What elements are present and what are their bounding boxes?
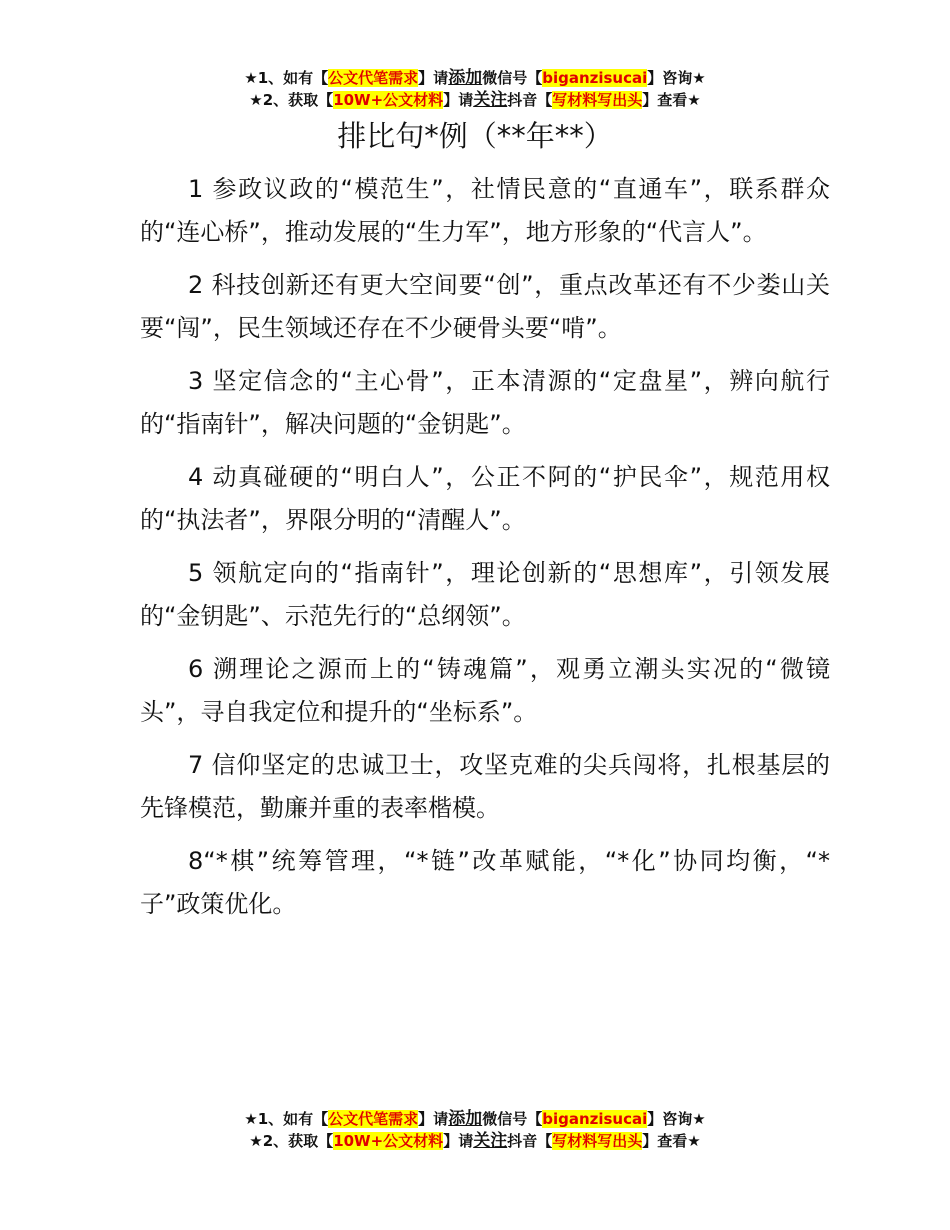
paragraph-1: 1 参政议政的“模范生”，社情民意的“直通车”，联系群众的“连心桥”，推动发展的“生力军”，地方形象的“代言人”。 (140, 175, 830, 246)
banner-text: 】请 (418, 69, 449, 87)
underlined-word: 添加 (448, 68, 483, 88)
paragraph-3: 3 坚定信念的“主心骨”，正本清源的“定盘星”，辨向航行的“指南针”，解决问题的“金钥匙”。 (140, 367, 830, 438)
paragraph-4: 4 动真碰硬的“明白人”，公正不阿的“护民伞”，规范用权的“执法者”，界限分明的“清醒人”。 (140, 463, 830, 534)
banner-text: 】请 (443, 91, 474, 109)
underlined-word: 添加 (448, 1109, 483, 1129)
paragraph-7: 7 信仰坚定的忠诚卫士，攻坚克难的尖兵闯将，扎根基层的先锋模范，勤廉并重的表率楷模。 (140, 751, 830, 822)
highlight-wechat-id: biganzisucai (542, 1110, 648, 1128)
paragraph-6: 6 溯理论之源而上的“铸魂篇”，观勇立潮头实况的“微镜头”，寻自我定位和提升的“坐标系”。 (140, 655, 830, 726)
highlight-service: 公文代笔需求 (328, 69, 419, 87)
document-body (140, 168, 830, 936)
banner-text: 】查看★ (642, 91, 701, 109)
banner-text: ★1、如有【 (244, 1110, 329, 1128)
highlight-materials: 10W+公文材料 (333, 1132, 444, 1150)
banner-line-1 (0, 1108, 950, 1130)
banner-line-2 (0, 1130, 950, 1152)
banner-text: ★1、如有【 (244, 69, 329, 87)
paragraph-2: 2 科技创新还有更大空间要“创”，重点改革还有不少娄山关要“闯”，民生领域还存在不少硬骨头要“啃”。 (140, 271, 830, 342)
highlight-wechat-id: biganzisucai (542, 69, 648, 87)
banner-text: 】咨询★ (647, 1110, 706, 1128)
paragraph-8: 8“*棋”统筹管理，“*链”改革赋能，“*化”协同均衡，“*子”政策优化。 (140, 847, 830, 918)
document-title: 排比句*例（**年**） (337, 119, 613, 153)
paragraph-5: 5 领航定向的“指南针”，理论创新的“思想库”，引领发展的“金钥匙”、示范先行的“总纲领”。 (140, 559, 830, 630)
header-banner (0, 67, 950, 111)
banner-text: 】请 (443, 1132, 474, 1150)
banner-text: 抖音【 (507, 91, 553, 109)
highlight-service: 公文代笔需求 (328, 1110, 419, 1128)
banner-line-2 (0, 89, 950, 111)
banner-text: ★2、获取【 (249, 1132, 334, 1150)
banner-text: 】请 (418, 1110, 449, 1128)
banner-text: 抖音【 (507, 1132, 553, 1150)
banner-text: 】咨询★ (647, 69, 706, 87)
banner-text: ★2、获取【 (249, 91, 334, 109)
banner-text: 】查看★ (642, 1132, 701, 1150)
highlight-douyin: 写材料写出头 (552, 1132, 643, 1150)
footer-banner (0, 1108, 950, 1152)
underlined-word: 关注 (473, 1131, 508, 1151)
highlight-materials: 10W+公文材料 (333, 91, 444, 109)
underlined-word: 关注 (473, 90, 508, 110)
banner-text: 微信号【 (482, 1110, 543, 1128)
banner-line-1 (0, 67, 950, 89)
banner-text: 微信号【 (482, 69, 543, 87)
highlight-douyin: 写材料写出头 (552, 91, 643, 109)
